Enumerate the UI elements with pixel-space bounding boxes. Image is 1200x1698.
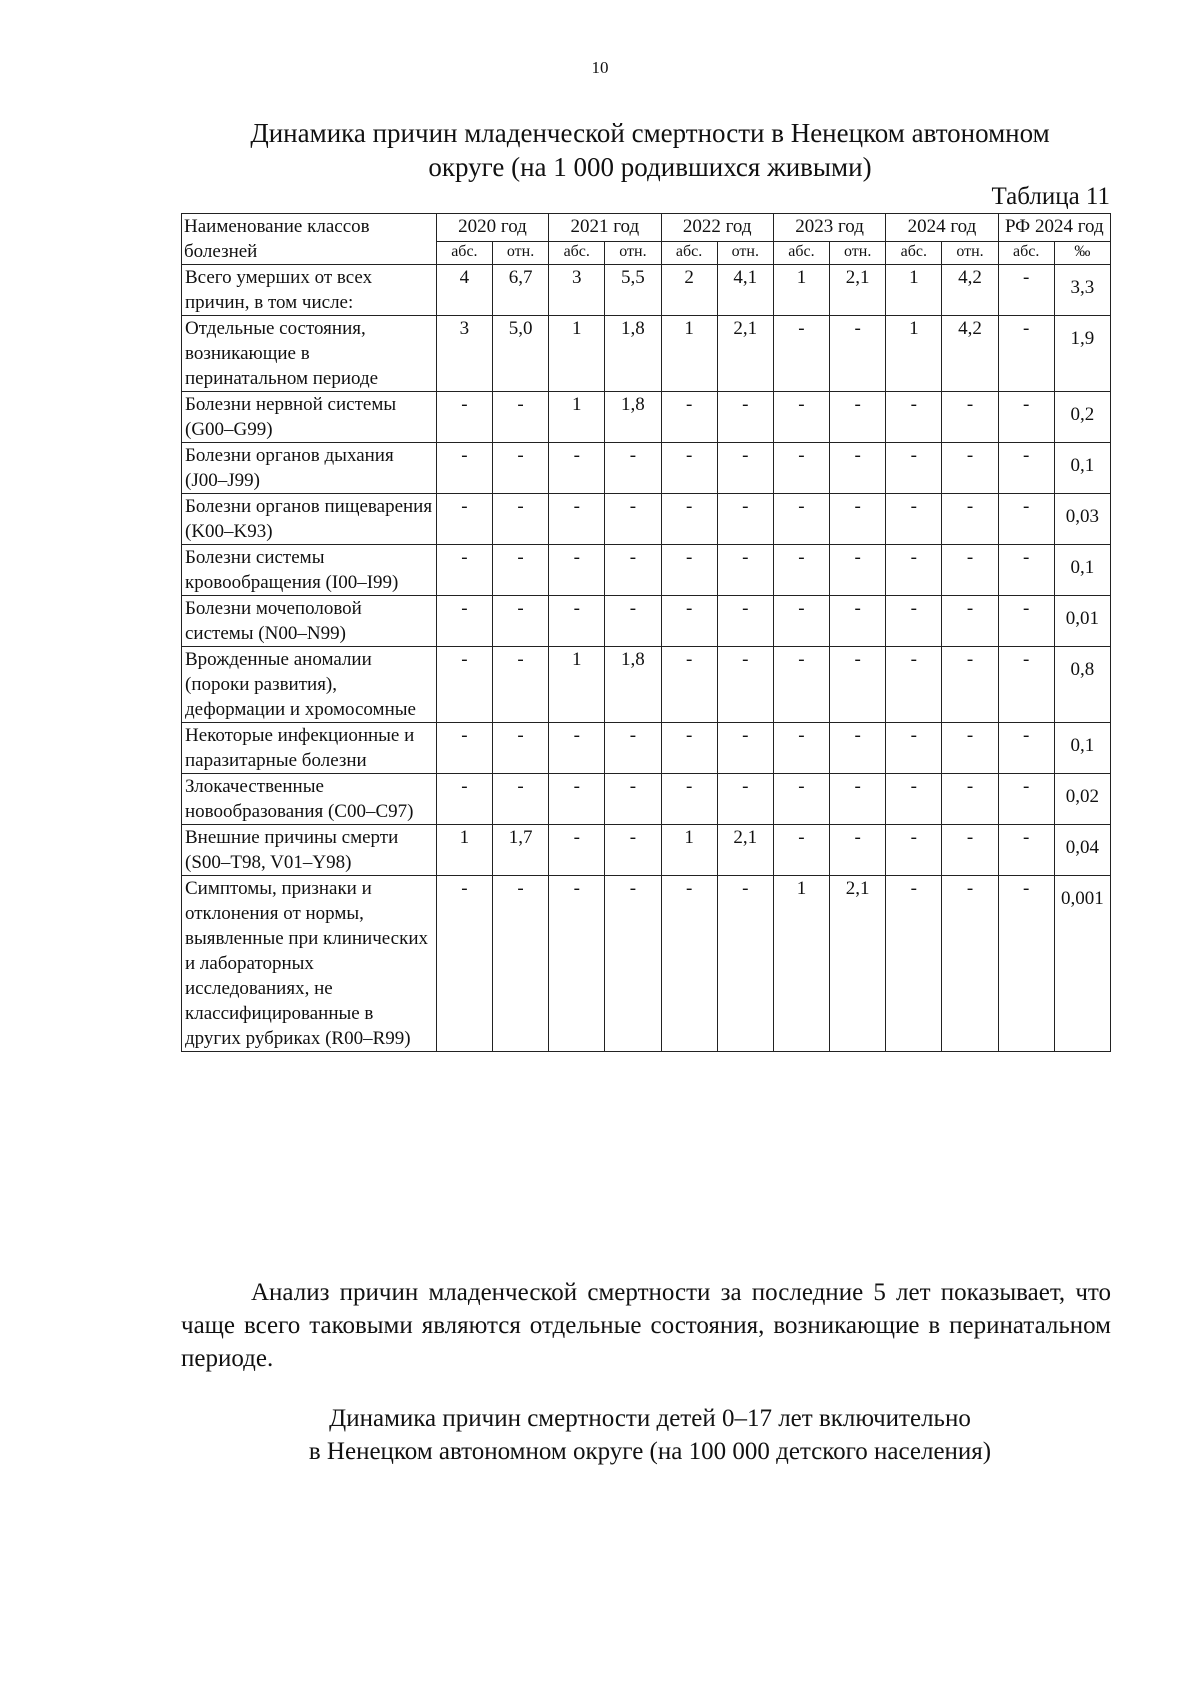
cell-value: - bbox=[549, 545, 605, 596]
column-header-year: 2023 год bbox=[773, 214, 885, 242]
cell-value: - bbox=[436, 723, 492, 774]
cell-value: - bbox=[492, 392, 548, 443]
row-disease-class: Некоторые инфекционные и паразитарные болезни bbox=[182, 723, 437, 774]
cell-value: - bbox=[773, 545, 829, 596]
cell-value: - bbox=[605, 876, 661, 1052]
cell-value: - bbox=[605, 825, 661, 876]
table-title-line-2: округе (на 1 000 родившихся живыми) bbox=[428, 152, 872, 182]
cell-value: 1 bbox=[436, 825, 492, 876]
cell-value: 1 bbox=[549, 392, 605, 443]
cell-value: - bbox=[661, 774, 717, 825]
cell-value: 2,1 bbox=[717, 316, 773, 392]
column-subheader: абс. bbox=[436, 242, 492, 265]
cell-value: - bbox=[942, 723, 998, 774]
cell-value: - bbox=[717, 876, 773, 1052]
cell-value: 2 bbox=[661, 265, 717, 316]
cell-value: - bbox=[605, 494, 661, 545]
table-row bbox=[182, 443, 1111, 494]
column-header-year: 2022 год bbox=[661, 214, 773, 242]
cell-value: - bbox=[886, 876, 942, 1052]
cell-value: 1 bbox=[549, 647, 605, 723]
cell-value: - bbox=[942, 647, 998, 723]
table-row bbox=[182, 825, 1111, 876]
cell-value: 1,8 bbox=[605, 316, 661, 392]
cell-value: - bbox=[436, 647, 492, 723]
cell-value: - bbox=[998, 596, 1054, 647]
cell-value: - bbox=[549, 825, 605, 876]
cell-value: - bbox=[830, 596, 886, 647]
cell-value: - bbox=[492, 596, 548, 647]
column-subheader: абс. bbox=[886, 242, 942, 265]
row-disease-class: Болезни нервной системы (G00–G99) bbox=[182, 392, 437, 443]
cell-value: 1 bbox=[773, 876, 829, 1052]
cell-value: 3 bbox=[549, 265, 605, 316]
table-title-line-1: Динамика причин младенческой смертности в Ненецком автономном bbox=[250, 118, 1050, 148]
column-subheader: отн. bbox=[605, 242, 661, 265]
cell-value: - bbox=[492, 723, 548, 774]
column-subheader: абс. bbox=[549, 242, 605, 265]
cell-value: - bbox=[717, 774, 773, 825]
cell-value: 1,7 bbox=[492, 825, 548, 876]
table-title bbox=[180, 116, 1120, 184]
cell-value: 2,1 bbox=[717, 825, 773, 876]
cell-value: - bbox=[830, 723, 886, 774]
cell-value: - bbox=[661, 596, 717, 647]
cell-rf-permille: 3,3 bbox=[1054, 265, 1110, 316]
cell-value: - bbox=[830, 647, 886, 723]
row-disease-class: Врожденные аномалии (пороки развития), деформации и хромосомные bbox=[182, 647, 437, 723]
cell-value: - bbox=[436, 545, 492, 596]
cell-value: - bbox=[942, 774, 998, 825]
cell-value: - bbox=[998, 825, 1054, 876]
cell-value: - bbox=[998, 876, 1054, 1052]
cell-rf-permille: 1,9 bbox=[1054, 316, 1110, 392]
header-row-years bbox=[182, 214, 1111, 242]
cell-value: - bbox=[661, 443, 717, 494]
cell-value: - bbox=[886, 596, 942, 647]
cell-value: - bbox=[830, 316, 886, 392]
cell-value: - bbox=[436, 876, 492, 1052]
cell-value: - bbox=[830, 545, 886, 596]
cell-value: - bbox=[605, 545, 661, 596]
cell-value: 2,1 bbox=[830, 876, 886, 1052]
cell-value: - bbox=[436, 774, 492, 825]
table-body bbox=[182, 265, 1111, 1052]
cell-rf-permille: 0,001 bbox=[1054, 876, 1110, 1052]
cell-value: - bbox=[998, 545, 1054, 596]
row-disease-class: Отдельные состояния, возникающие в перинатальном периоде bbox=[182, 316, 437, 392]
row-disease-class: Болезни органов дыхания (J00–J99) bbox=[182, 443, 437, 494]
column-subheader: абс. bbox=[998, 242, 1054, 265]
cell-value: - bbox=[492, 774, 548, 825]
cell-value: 1 bbox=[661, 825, 717, 876]
cell-rf-permille: 0,1 bbox=[1054, 443, 1110, 494]
cell-value: 1,8 bbox=[605, 647, 661, 723]
cell-value: - bbox=[886, 774, 942, 825]
cell-value: - bbox=[661, 723, 717, 774]
cell-value: - bbox=[830, 494, 886, 545]
cell-rf-permille: 0,1 bbox=[1054, 545, 1110, 596]
cell-rf-permille: 0,04 bbox=[1054, 825, 1110, 876]
cell-value: - bbox=[942, 494, 998, 545]
cell-value: - bbox=[717, 392, 773, 443]
cell-value: - bbox=[830, 825, 886, 876]
cell-value: - bbox=[436, 443, 492, 494]
cell-value: - bbox=[830, 774, 886, 825]
column-subheader: отн. bbox=[830, 242, 886, 265]
row-disease-class: Всего умерших от всех причин, в том числе: bbox=[182, 265, 437, 316]
column-header-year: 2020 год bbox=[436, 214, 548, 242]
cell-value: 1 bbox=[773, 265, 829, 316]
cell-value: - bbox=[492, 443, 548, 494]
cell-value: - bbox=[830, 392, 886, 443]
cell-value: - bbox=[773, 596, 829, 647]
cell-value: 2,1 bbox=[830, 265, 886, 316]
cell-value: - bbox=[998, 774, 1054, 825]
cell-value: - bbox=[942, 876, 998, 1052]
column-subheader: ‰ bbox=[1054, 242, 1110, 265]
cell-value: - bbox=[998, 723, 1054, 774]
page-number: 10 bbox=[591, 58, 609, 77]
row-disease-class: Злокачественные новообразования (C00–C97) bbox=[182, 774, 437, 825]
table-row bbox=[182, 723, 1111, 774]
row-disease-class: Внешние причины смерти (S00–T98, V01–Y98) bbox=[182, 825, 437, 876]
table-row bbox=[182, 545, 1111, 596]
cell-value: - bbox=[773, 316, 829, 392]
cell-value: - bbox=[717, 723, 773, 774]
column-subheader: отн. bbox=[492, 242, 548, 265]
cell-value: - bbox=[436, 494, 492, 545]
cell-value: - bbox=[886, 443, 942, 494]
table-label: Таблица 11 bbox=[991, 183, 1110, 210]
next-table-title bbox=[180, 1402, 1120, 1468]
column-header-year: 2021 год bbox=[549, 214, 661, 242]
cell-value: - bbox=[605, 723, 661, 774]
cell-value: 5,0 bbox=[492, 316, 548, 392]
cell-value: - bbox=[549, 774, 605, 825]
cell-value: - bbox=[661, 494, 717, 545]
cell-value: - bbox=[492, 647, 548, 723]
row-disease-class: Симптомы, признаки и отклонения от нормы, выявленные при клинических и лабораторных исследованиях, не классифицированные в других рубриках (R00–R99) bbox=[182, 876, 437, 1052]
column-subheader: отн. bbox=[717, 242, 773, 265]
cell-rf-permille: 0,2 bbox=[1054, 392, 1110, 443]
cell-value: - bbox=[998, 316, 1054, 392]
table-row bbox=[182, 392, 1111, 443]
cell-value: 4,2 bbox=[942, 265, 998, 316]
table-row bbox=[182, 596, 1111, 647]
column-header-name: Наименование классов болезней bbox=[182, 214, 437, 265]
cell-value: - bbox=[661, 392, 717, 443]
cell-value: - bbox=[717, 647, 773, 723]
cell-value: - bbox=[773, 443, 829, 494]
row-disease-class: Болезни органов пищеварения (K00–K93) bbox=[182, 494, 437, 545]
cell-rf-permille: 0,03 bbox=[1054, 494, 1110, 545]
cell-value: - bbox=[773, 774, 829, 825]
cell-value: - bbox=[942, 825, 998, 876]
cell-value: - bbox=[549, 494, 605, 545]
cell-value: - bbox=[717, 443, 773, 494]
mortality-table bbox=[181, 213, 1111, 1052]
cell-value: - bbox=[998, 265, 1054, 316]
cell-value: - bbox=[830, 443, 886, 494]
cell-value: - bbox=[998, 494, 1054, 545]
cell-value: - bbox=[605, 443, 661, 494]
cell-value: - bbox=[549, 596, 605, 647]
column-subheader: абс. bbox=[661, 242, 717, 265]
cell-value: - bbox=[886, 545, 942, 596]
cell-value: - bbox=[942, 596, 998, 647]
cell-value: - bbox=[886, 494, 942, 545]
cell-value: - bbox=[773, 494, 829, 545]
cell-value: - bbox=[773, 647, 829, 723]
cell-rf-permille: 0,1 bbox=[1054, 723, 1110, 774]
cell-value: 6,7 bbox=[492, 265, 548, 316]
cell-value: - bbox=[436, 596, 492, 647]
cell-value: - bbox=[942, 392, 998, 443]
cell-value: - bbox=[998, 392, 1054, 443]
table-row bbox=[182, 774, 1111, 825]
table-row bbox=[182, 876, 1111, 1052]
cell-value: - bbox=[717, 596, 773, 647]
cell-value: - bbox=[773, 392, 829, 443]
row-disease-class: Болезни системы кровообращения (I00–I99) bbox=[182, 545, 437, 596]
cell-value: - bbox=[998, 443, 1054, 494]
cell-value: - bbox=[942, 545, 998, 596]
column-subheader: отн. bbox=[942, 242, 998, 265]
cell-value: - bbox=[661, 647, 717, 723]
next-table-title-line-2: в Ненецком автономном округе (на 100 000 детского населения) bbox=[308, 1438, 992, 1465]
cell-value: 5,5 bbox=[605, 265, 661, 316]
cell-value: - bbox=[549, 443, 605, 494]
table-row bbox=[182, 647, 1111, 723]
cell-value: - bbox=[549, 876, 605, 1052]
cell-value: - bbox=[717, 494, 773, 545]
table-row bbox=[182, 316, 1111, 392]
column-header-year: РФ 2024 год bbox=[998, 214, 1110, 242]
cell-value: 1 bbox=[886, 316, 942, 392]
row-disease-class: Болезни мочеполовой системы (N00–N99) bbox=[182, 596, 437, 647]
cell-value: - bbox=[436, 392, 492, 443]
cell-rf-permille: 0,8 bbox=[1054, 647, 1110, 723]
cell-value: 4,1 bbox=[717, 265, 773, 316]
cell-value: - bbox=[717, 545, 773, 596]
cell-rf-permille: 0,01 bbox=[1054, 596, 1110, 647]
cell-value: - bbox=[492, 494, 548, 545]
cell-value: 1,8 bbox=[605, 392, 661, 443]
cell-value: - bbox=[661, 545, 717, 596]
table-row bbox=[182, 265, 1111, 316]
cell-value: - bbox=[549, 723, 605, 774]
next-table-title-line-1: Динамика причин смертности детей 0–17 лет включительно bbox=[329, 1405, 971, 1432]
table-row bbox=[182, 494, 1111, 545]
cell-value: - bbox=[886, 723, 942, 774]
cell-value: - bbox=[492, 876, 548, 1052]
cell-value: 3 bbox=[436, 316, 492, 392]
cell-value: - bbox=[942, 443, 998, 494]
cell-value: 4,2 bbox=[942, 316, 998, 392]
cell-rf-permille: 0,02 bbox=[1054, 774, 1110, 825]
cell-value: - bbox=[886, 647, 942, 723]
cell-value: - bbox=[886, 825, 942, 876]
cell-value: 1 bbox=[661, 316, 717, 392]
cell-value: - bbox=[773, 723, 829, 774]
column-header-year: 2024 год bbox=[886, 214, 998, 242]
cell-value: - bbox=[605, 774, 661, 825]
cell-value: - bbox=[605, 596, 661, 647]
cell-value: - bbox=[998, 647, 1054, 723]
cell-value: - bbox=[773, 825, 829, 876]
cell-value: - bbox=[661, 876, 717, 1052]
column-subheader: абс. bbox=[773, 242, 829, 265]
analysis-paragraph: Анализ причин младенческой смертности за последние 5 лет показывает, что чаще всего таковыми являются отдельные состояния, возникающие в перинатальном периоде. bbox=[181, 1279, 1111, 1372]
cell-value: 1 bbox=[886, 265, 942, 316]
cell-value: - bbox=[886, 392, 942, 443]
cell-value: 4 bbox=[436, 265, 492, 316]
cell-value: - bbox=[492, 545, 548, 596]
cell-value: 1 bbox=[549, 316, 605, 392]
